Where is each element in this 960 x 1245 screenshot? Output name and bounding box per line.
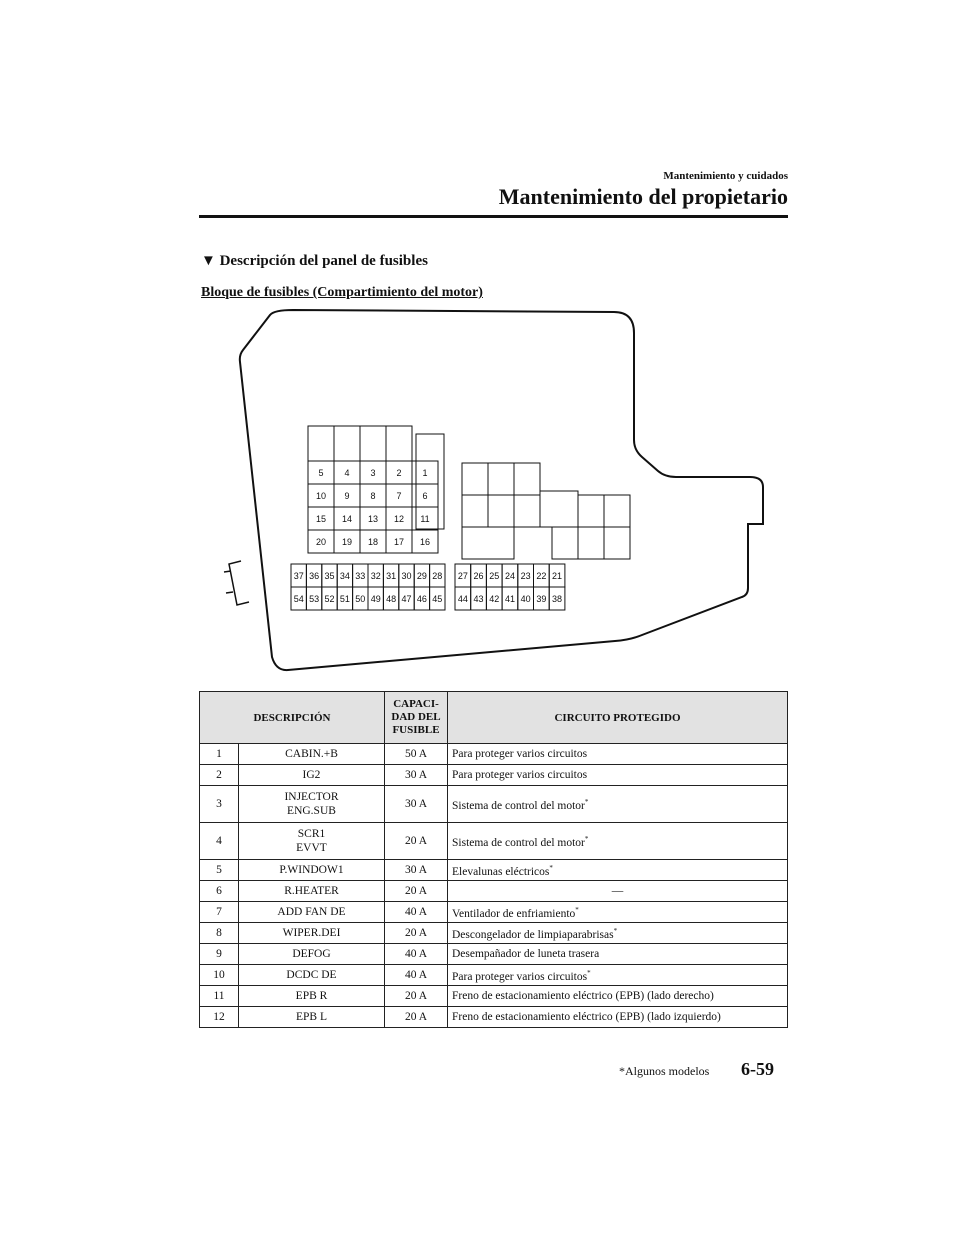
footnote-marker: * — [575, 906, 579, 915]
table-row — [200, 944, 788, 965]
fuse-number — [200, 881, 239, 902]
relay-slot — [308, 426, 334, 461]
fuse-number-label: 15 — [315, 514, 327, 524]
fuse-block-diagram — [200, 305, 790, 685]
fuse-name-text: WIPER.DEI — [282, 927, 341, 939]
fuse-number-text: 7 — [216, 906, 222, 918]
fuse-number-label: 17 — [393, 537, 405, 547]
fuse-number-label: 51 — [339, 594, 350, 604]
fuse-number-label: 1 — [422, 468, 428, 478]
fuse-number — [200, 1007, 239, 1028]
header-circuit: CIRCUITO PROTEGIDO — [448, 692, 788, 744]
protected-circuit — [448, 881, 788, 902]
table-row — [200, 902, 788, 923]
fuse-capacity-text: 40 A — [404, 948, 428, 960]
fuse-number-label: 8 — [370, 491, 376, 501]
fuse-name — [239, 944, 385, 965]
footnote: *Algunos modelos — [619, 1064, 710, 1078]
relay-slot — [514, 495, 540, 527]
fuse-number-label: 12 — [393, 514, 405, 524]
table-row — [200, 823, 788, 860]
table-row — [200, 881, 788, 902]
fuse-capacity — [385, 823, 448, 860]
fuse-name — [239, 786, 385, 823]
fuse-name-text: EPB L — [296, 1011, 327, 1023]
table-row — [200, 923, 788, 944]
protected-circuit — [448, 965, 788, 986]
fuse-number-label: 54 — [293, 594, 304, 604]
fuse-name — [239, 986, 385, 1007]
fuse-number — [200, 823, 239, 860]
relay-slot — [552, 527, 578, 559]
fuse-capacity — [385, 881, 448, 902]
fuse-name — [239, 823, 385, 860]
fuse-number — [200, 965, 239, 986]
fuse-number-label: 28 — [432, 571, 443, 581]
subsection-title: Bloque de fusibles (Compartimiento del motor) — [201, 285, 483, 300]
fuse-capacity-text: 30 A — [404, 769, 428, 781]
protected-circuit — [448, 860, 788, 881]
fuse-capacity — [385, 765, 448, 786]
relay-slot — [462, 463, 488, 495]
table-row — [200, 744, 788, 765]
fuse-name — [239, 881, 385, 902]
table-row — [200, 986, 788, 1007]
fuse-number-label: 7 — [396, 491, 402, 501]
fuse-number-label: 39 — [536, 594, 547, 604]
footnote-marker: * — [587, 969, 591, 978]
fuse-name-text: P.WINDOW1 — [279, 864, 344, 876]
protected-circuit — [448, 744, 788, 765]
relay-slot — [334, 426, 360, 461]
fuse-capacity-text: 20 A — [404, 835, 428, 847]
protected-circuit — [448, 986, 788, 1007]
protected-circuit-text: Freno de estacionamiento eléctrico (EPB) (lado derecho) — [452, 990, 714, 1002]
fuse-capacity-text: 50 A — [404, 748, 428, 760]
protected-circuit-text: Sistema de control del motor — [452, 799, 585, 812]
relay-slot — [604, 527, 630, 559]
fuse-number-label: 14 — [341, 514, 353, 524]
footnote-marker: * — [549, 864, 553, 873]
fuse-capacity — [385, 1007, 448, 1028]
fuse-capacity — [385, 786, 448, 823]
fuse-capacity — [385, 744, 448, 765]
header-divider — [199, 215, 788, 218]
protected-circuit-text: Desempañador de luneta trasera — [452, 948, 600, 960]
protected-circuit-text: Descongelador de limpiaparabrisas — [452, 928, 614, 941]
fuse-number-label: 24 — [504, 571, 515, 581]
relay-slot — [360, 426, 386, 461]
fuse-name-text: DCDC DE — [286, 969, 337, 981]
fuse-number-label: 40 — [520, 594, 531, 604]
fuse-number-label: 43 — [473, 594, 484, 604]
fuse-number-label: 35 — [324, 571, 335, 581]
fuse-capacity-text: 20 A — [404, 927, 428, 939]
fuse-capacity — [385, 986, 448, 1007]
fuse-capacity — [385, 965, 448, 986]
fuse-number-label: 44 — [457, 594, 468, 604]
protected-circuit-text: Freno de estacionamiento eléctrico (EPB) (lado izquierdo) — [452, 1011, 721, 1023]
fuse-number — [200, 765, 239, 786]
fuse-capacity-text: 30 A — [404, 798, 428, 810]
fuse-name — [239, 860, 385, 881]
page-number: 6-59 — [741, 1059, 774, 1079]
fuse-number-label: 46 — [416, 594, 427, 604]
fuse-number-text: 6 — [216, 885, 222, 897]
header-description: DESCRIPCIÓN — [200, 692, 385, 744]
protected-circuit-text: Para proteger varios circuitos — [452, 970, 588, 983]
protected-circuit — [448, 823, 788, 860]
fuse-number-label: 53 — [309, 594, 320, 604]
footnote-marker: * — [584, 798, 589, 807]
fuse-number — [200, 786, 239, 823]
fuse-table — [199, 691, 788, 1028]
fuse-capacity — [385, 860, 448, 881]
fuse-number — [200, 902, 239, 923]
fuse-number — [200, 986, 239, 1007]
fuse-number-label: 20 — [315, 537, 327, 547]
fuse-capacity-text: 20 A — [404, 990, 428, 1002]
fuse-name-text: IG2 — [302, 769, 321, 781]
fuse-number-text: 8 — [216, 927, 222, 939]
fuse-number-label: 52 — [324, 594, 335, 604]
relay-slot — [462, 527, 514, 559]
fuse-name-text: ADD FAN DE — [277, 906, 346, 918]
fuse-capacity-text: 20 A — [404, 1011, 428, 1023]
relay-slot — [540, 491, 578, 527]
fuse-number-label: 29 — [416, 571, 427, 581]
fuse-name-text: SCR1 EVVT — [296, 828, 327, 854]
fuse-capacity-text: 40 A — [404, 906, 428, 918]
fuse-capacity-text: 40 A — [404, 969, 428, 981]
fuse-name-text: CABIN.+B — [285, 748, 338, 760]
fuse-number-label: 48 — [386, 594, 397, 604]
table-row — [200, 765, 788, 786]
fuse-capacity — [385, 923, 448, 944]
fuse-number — [200, 860, 239, 881]
fuse-number-label: 45 — [432, 594, 443, 604]
fuse-number-label: 4 — [344, 468, 350, 478]
fuse-number-label: 6 — [422, 491, 428, 501]
protected-circuit — [448, 1007, 788, 1028]
fuse-name — [239, 744, 385, 765]
fuse-name-text: EPB R — [295, 990, 328, 1002]
relay-slot — [488, 463, 514, 495]
protected-circuit — [448, 902, 788, 923]
relay-slot — [488, 495, 514, 527]
header-capacity: CAPACI- DAD DEL FUSIBLE — [385, 692, 448, 744]
fuse-name — [239, 1007, 385, 1028]
fuse-capacity — [385, 902, 448, 923]
relay-slot — [578, 495, 604, 527]
fuse-number-label: 5 — [318, 468, 324, 478]
table-row — [200, 860, 788, 881]
fuse-number-label: 47 — [401, 594, 412, 604]
chapter-header: Mantenimiento y cuidados — [663, 170, 788, 182]
fuse-number-label: 38 — [552, 594, 563, 604]
fuse-number-label: 31 — [386, 571, 397, 581]
fuse-number-label: 22 — [536, 571, 547, 581]
protected-circuit-text: — — [611, 885, 624, 897]
protected-circuit-text: Ventilador de enfriamiento — [452, 907, 576, 920]
fuse-number — [200, 744, 239, 765]
fuse-number-label: 3 — [370, 468, 376, 478]
footnote-marker: * — [584, 835, 589, 844]
fuse-number-label: 23 — [520, 571, 531, 581]
fuse-name — [239, 765, 385, 786]
fuse-number-label: 27 — [457, 571, 468, 581]
fuse-number-text: 4 — [216, 835, 222, 847]
fuse-number-label: 11 — [420, 514, 430, 524]
fuse-number-label: 13 — [367, 514, 379, 524]
protected-circuit-text: Sistema de control del motor — [452, 836, 585, 849]
fuse-number-label: 34 — [339, 571, 350, 581]
relay-slot — [462, 495, 488, 527]
fuse-number-label: 10 — [315, 491, 327, 501]
relay-slot — [514, 463, 540, 495]
fuse-number-text: 12 — [213, 1011, 225, 1023]
fuse-number-label: 9 — [344, 491, 350, 501]
fuse-capacity — [385, 944, 448, 965]
fuse-number-label: 33 — [355, 571, 366, 581]
fuse-number-text: 5 — [216, 864, 222, 876]
relay-slot — [578, 527, 604, 559]
fuse-name-text: R.HEATER — [284, 885, 339, 897]
fuse-number-text: 2 — [216, 769, 222, 781]
fuse-number-label: 50 — [355, 594, 366, 604]
fuse-number — [200, 923, 239, 944]
fuse-number-label: 37 — [293, 571, 304, 581]
fuse-number-text: 9 — [216, 948, 222, 960]
protected-circuit — [448, 765, 788, 786]
protected-circuit-text: Para proteger varios circuitos — [452, 769, 588, 781]
fuse-capacity-text: 20 A — [404, 885, 428, 897]
fuse-number-label: 49 — [370, 594, 381, 604]
protected-circuit-text: Para proteger varios circuitos — [452, 748, 588, 760]
fuse-number-label: 32 — [370, 571, 381, 581]
fuse-number-label: 26 — [473, 571, 484, 581]
relay-slot — [386, 426, 412, 461]
footnote-marker: * — [613, 927, 618, 936]
fuse-name-text: DEFOG — [292, 948, 331, 960]
fuse-number-label: 21 — [552, 571, 563, 581]
fuse-name — [239, 923, 385, 944]
section-header: Mantenimiento del propietario — [498, 184, 788, 209]
side-connector — [224, 561, 249, 605]
fuse-number-label: 2 — [396, 468, 402, 478]
fuse-number-label: 36 — [309, 571, 320, 581]
fuse-number-label: 25 — [489, 571, 500, 581]
table-row — [200, 965, 788, 986]
table-row — [200, 1007, 788, 1028]
fuse-number-label: 41 — [504, 594, 515, 604]
fuse-number-text: 3 — [216, 798, 222, 810]
fuse-number-label: 19 — [341, 537, 353, 547]
fuse-number-label: 42 — [489, 594, 500, 604]
fuse-name-text: INJECTOR ENG.SUB — [284, 791, 339, 817]
fuse-name — [239, 965, 385, 986]
fuse-number-text: 1 — [216, 748, 222, 760]
fuse-number-text: 11 — [213, 990, 225, 1002]
fuse-name — [239, 902, 385, 923]
fuse-number — [200, 944, 239, 965]
fuse-number-label: 30 — [401, 571, 412, 581]
section-title: ▼ Descripción del panel de fusibles — [201, 253, 428, 269]
fuse-number-label: 18 — [367, 537, 379, 547]
protected-circuit — [448, 786, 788, 823]
protected-circuit — [448, 923, 788, 944]
table-row — [200, 786, 788, 823]
protected-circuit-text: Elevalunas eléctricos — [452, 865, 550, 878]
fuse-capacity-text: 30 A — [404, 864, 428, 876]
relay-slot — [604, 495, 630, 527]
protected-circuit — [448, 944, 788, 965]
fuse-number-label: 16 — [419, 537, 431, 547]
fuse-number-text: 10 — [213, 969, 225, 981]
